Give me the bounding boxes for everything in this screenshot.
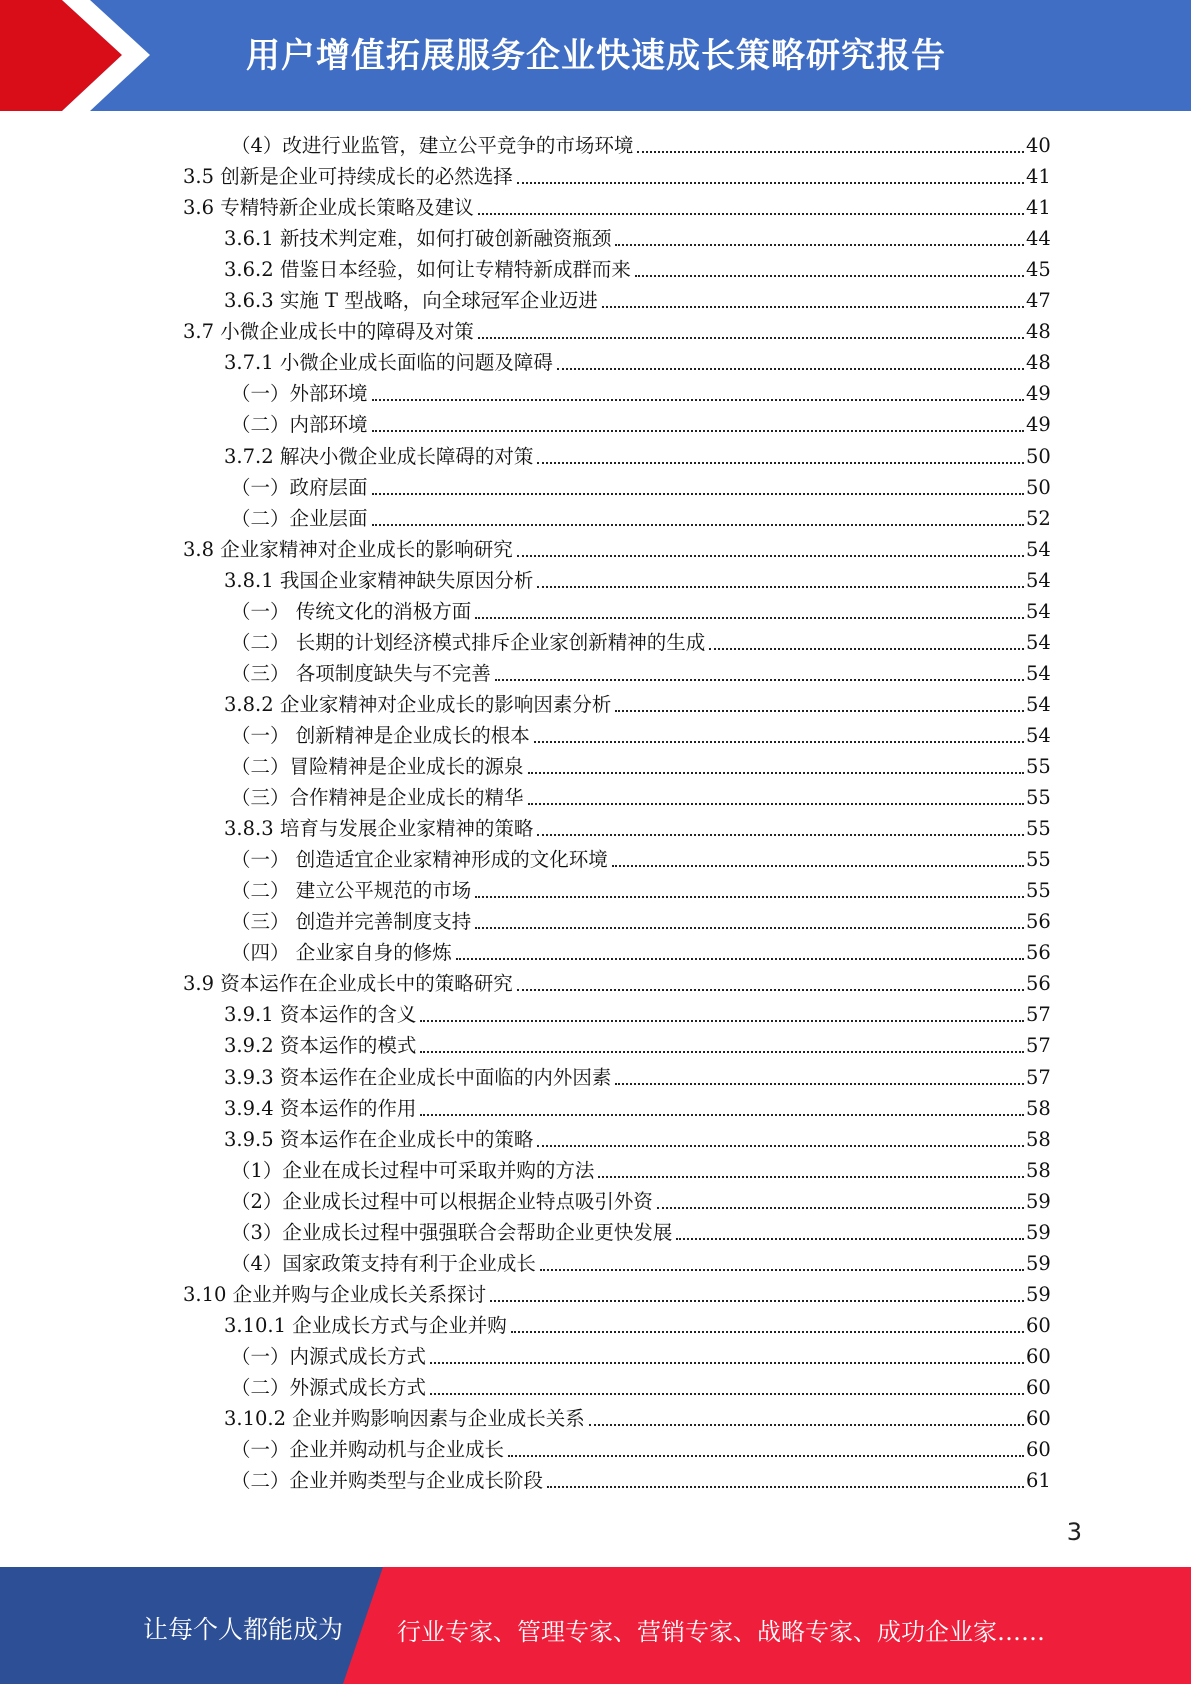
toc-entry[interactable]	[224, 439, 1051, 470]
toc-entry[interactable]	[231, 376, 1051, 407]
toc-entry-title: 3.6.2 借鉴日本经验，如何让专精特新成群而来	[224, 258, 631, 282]
toc-entry[interactable]	[183, 314, 1051, 345]
toc-entry[interactable]	[231, 1370, 1051, 1401]
toc-dot-leader	[517, 182, 1024, 184]
toc-dot-leader	[475, 896, 1024, 898]
toc-entry[interactable]	[231, 501, 1051, 532]
toc-entry[interactable]	[224, 345, 1051, 376]
toc-entry-page: 57	[1026, 1003, 1051, 1027]
toc-entry-title: （二）外源式成长方式	[231, 1376, 427, 1399]
toc-dot-leader	[490, 1300, 1024, 1302]
toc-entry[interactable]	[224, 252, 1051, 283]
toc-entry[interactable]	[231, 873, 1051, 904]
toc-entry[interactable]	[231, 780, 1051, 811]
toc-entry[interactable]	[231, 1215, 1051, 1246]
toc-entry-page: 54	[1026, 692, 1051, 716]
toc-entry[interactable]	[231, 407, 1051, 438]
toc-entry[interactable]	[231, 1153, 1051, 1184]
toc-entry-title: 3.5 创新是企业可持续成长的必然选择	[183, 165, 513, 189]
toc-dot-leader	[517, 555, 1024, 557]
toc-entry-page: 56	[1026, 941, 1051, 965]
toc-entry[interactable]	[231, 842, 1051, 873]
toc-entry-title: （2）企业成长过程中可以根据企业特点吸引外资	[231, 1189, 653, 1213]
footer-roles: 行业专家、管理专家、营销专家、战略专家、成功企业家……	[397, 1618, 1045, 1646]
page-header-bar	[0, 0, 1191, 111]
toc-entry-page: 55	[1026, 879, 1051, 903]
toc-dot-leader	[475, 927, 1024, 929]
toc-entry-page: 55	[1026, 755, 1051, 778]
toc-entry-title: 3.9 资本运作在企业成长中的策略研究	[183, 972, 513, 996]
toc-entry-page: 54	[1026, 568, 1051, 592]
toc-entry[interactable]	[231, 904, 1051, 935]
toc-entry-page: 58	[1026, 1127, 1051, 1151]
toc-entry[interactable]	[224, 997, 1051, 1028]
toc-entry-page: 54	[1026, 599, 1051, 623]
toc-entry-page: 60	[1026, 1376, 1051, 1399]
toc-entry-title: （三） 各项制度缺失与不完善	[231, 661, 491, 685]
toc-entry-page: 41	[1026, 165, 1051, 189]
toc-dot-leader	[372, 399, 1024, 401]
toc-entry-title: （四） 企业家自身的修炼	[231, 941, 452, 965]
toc-entry-page: 54	[1026, 723, 1051, 747]
toc-dot-leader	[372, 430, 1024, 432]
toc-entry-title: 3.6.3 实施 T 型战略，向全球冠军企业迈进	[224, 289, 598, 313]
toc-entry-title: （二）冒险精神是企业成长的源泉	[231, 755, 524, 778]
page-footer-bar	[0, 1567, 1191, 1684]
toc-entry-title: （一）企业并购动机与企业成长	[231, 1438, 505, 1462]
toc-entry-title: 3.9.2 资本运作的模式	[224, 1034, 417, 1058]
toc-entry[interactable]	[224, 1060, 1051, 1091]
toc-entry-page: 57	[1026, 1034, 1051, 1058]
toc-entry-title: 3.7 小微企业成长中的障碍及对策	[183, 320, 474, 344]
toc-entry-title: 3.10 企业并购与企业成长关系探讨	[183, 1282, 487, 1306]
toc-entry-title: 3.7.1 小微企业成长面临的问题及障碍	[224, 351, 553, 375]
toc-entry-page: 48	[1026, 320, 1051, 344]
toc-entry[interactable]	[231, 718, 1051, 749]
toc-entry-title: 3.6.1 新技术判定难，如何打破创新融资瓶颈	[224, 227, 612, 251]
toc-entry[interactable]	[224, 811, 1051, 842]
toc-entry[interactable]	[231, 128, 1051, 159]
toc-entry-page: 59	[1026, 1220, 1051, 1244]
page-number: 3	[1066, 1518, 1082, 1546]
toc-entry-title: 3.9.3 资本运作在企业成长中面临的内外因素	[224, 1065, 612, 1089]
toc-entry-title: 3.8.1 我国企业家精神缺失原因分析	[224, 568, 534, 592]
toc-entry-title: （一）外部环境	[231, 382, 368, 406]
toc-entry-page: 44	[1026, 227, 1051, 251]
toc-entry-page: 54	[1026, 630, 1051, 654]
toc-dot-leader	[537, 1145, 1024, 1147]
toc-entry-page: 49	[1026, 382, 1051, 406]
toc-dot-leader	[475, 617, 1024, 619]
toc-entry[interactable]	[231, 1432, 1051, 1463]
toc-entry-page: 50	[1026, 475, 1051, 499]
toc-entry-title: 3.9.4 资本运作的作用	[224, 1096, 417, 1120]
toc-entry[interactable]	[224, 221, 1051, 252]
toc-entry-title: （二）企业并购类型与企业成长阶段	[231, 1469, 544, 1493]
toc-entry-title: 3.8 企业家精神对企业成长的影响研究	[183, 537, 513, 561]
toc-entry-page: 47	[1026, 289, 1051, 313]
toc-entry[interactable]	[231, 594, 1051, 625]
toc-entry-title: 3.10.1 企业成长方式与企业并购	[224, 1313, 507, 1337]
toc-entry[interactable]	[183, 532, 1051, 563]
toc-entry-page: 60	[1026, 1313, 1051, 1337]
toc-dot-leader	[589, 1424, 1024, 1426]
toc-dot-leader	[372, 524, 1024, 526]
toc-entry[interactable]	[231, 1184, 1051, 1215]
toc-entry-page: 60	[1026, 1438, 1051, 1462]
toc-dot-leader	[676, 1238, 1024, 1240]
toc-entry-page: 58	[1026, 1158, 1051, 1182]
toc-dot-leader	[495, 679, 1024, 681]
toc-entry-page: 60	[1026, 1344, 1051, 1368]
toc-entry-title: （3）企业成长过程中强强联合会帮助企业更快发展	[231, 1220, 673, 1244]
toc-entry-page: 58	[1026, 1096, 1051, 1120]
toc-entry-title: （一） 创新精神是企业成长的根本	[231, 723, 530, 747]
toc-entry[interactable]	[183, 966, 1051, 997]
toc-dot-leader	[528, 772, 1024, 774]
toc-dot-leader	[430, 1362, 1024, 1364]
toc-entry-page: 60	[1026, 1407, 1051, 1431]
toc-entry-page: 59	[1026, 1189, 1051, 1213]
toc-dot-leader	[615, 1083, 1024, 1085]
toc-entry-page: 56	[1026, 910, 1051, 934]
toc-entry-title: 3.6 专精特新企业成长策略及建议	[183, 196, 474, 220]
toc-dot-leader	[547, 1486, 1024, 1488]
toc-entry-title: 3.8.3 培育与发展企业家精神的策略	[224, 817, 534, 841]
toc-dot-leader	[420, 1114, 1024, 1116]
toc-entry-title: 3.9.1 资本运作的含义	[224, 1003, 417, 1027]
toc-dot-leader	[540, 1269, 1024, 1271]
toc-entry[interactable]	[224, 1028, 1051, 1059]
toc-entry[interactable]	[224, 283, 1051, 314]
toc-dot-leader	[602, 306, 1024, 308]
toc-entry-page: 55	[1026, 786, 1051, 810]
header-arrow-decoration	[0, 0, 180, 111]
toc-entry[interactable]	[231, 625, 1051, 656]
toc-dot-leader	[537, 462, 1024, 464]
toc-entry-page: 50	[1026, 444, 1051, 468]
toc-entry[interactable]	[231, 1463, 1051, 1494]
toc-dot-leader	[612, 865, 1024, 867]
toc-dot-leader	[420, 1020, 1024, 1022]
toc-entry[interactable]	[224, 563, 1051, 594]
toc-entry[interactable]	[231, 656, 1051, 687]
toc-entry[interactable]	[224, 1308, 1051, 1339]
footer-slogan: 让每个人都能成为	[143, 1615, 344, 1644]
toc-dot-leader	[657, 1207, 1024, 1209]
toc-entry-title: （一）政府层面	[231, 475, 368, 499]
toc-entry-title: （4）改进行业监管，建立公平竞争的市场环境	[231, 134, 634, 157]
toc-dot-leader	[598, 1176, 1024, 1178]
toc-entry[interactable]	[231, 1339, 1051, 1370]
toc-dot-leader	[537, 586, 1024, 588]
toc-dot-leader	[511, 1331, 1024, 1333]
toc-dot-leader	[456, 958, 1024, 960]
toc-entry[interactable]	[231, 1246, 1051, 1277]
toc-entry-title: 3.7.2 解决小微企业成长障碍的对策	[224, 444, 534, 468]
toc-dot-leader	[430, 1393, 1024, 1395]
toc-entry-title: （三）合作精神是企业成长的精华	[231, 786, 524, 810]
toc-entry[interactable]	[183, 190, 1051, 221]
toc-entry[interactable]	[231, 749, 1051, 780]
toc-entry-page: 48	[1026, 351, 1051, 375]
toc-dot-leader	[615, 244, 1024, 246]
toc-entry-title: 3.8.2 企业家精神对企业成长的影响因素分析	[224, 692, 612, 716]
toc-dot-leader	[557, 368, 1024, 370]
toc-entry-page: 61	[1026, 1469, 1051, 1493]
toc-dot-leader	[517, 989, 1024, 991]
toc-entry-page: 40	[1026, 134, 1051, 157]
toc-entry[interactable]	[231, 935, 1051, 966]
toc-entry-page: 57	[1026, 1065, 1051, 1089]
toc-entry[interactable]	[183, 1277, 1051, 1308]
toc-dot-leader	[420, 1051, 1024, 1053]
toc-entry-title: 3.10.2 企业并购影响因素与企业成长关系	[224, 1407, 585, 1431]
toc-entry-title: （二） 长期的计划经济模式排斥企业家创新精神的生成	[231, 630, 706, 654]
toc-entry-title: 3.9.5 资本运作在企业成长中的策略	[224, 1127, 534, 1151]
toc-entry-title: （三） 创造并完善制度支持	[231, 910, 472, 934]
toc-dot-leader	[372, 493, 1024, 495]
toc-entry-title: （二） 建立公平规范的市场	[231, 879, 472, 903]
toc-entry-page: 56	[1026, 972, 1051, 996]
toc-dot-leader	[478, 337, 1024, 339]
toc-entry[interactable]	[231, 470, 1051, 501]
toc-entry-page: 59	[1026, 1251, 1051, 1275]
toc-dot-leader	[615, 710, 1024, 712]
toc-entry-title: （二）内部环境	[231, 413, 368, 437]
toc-entry-title: （一） 传统文化的消极方面	[231, 599, 472, 623]
toc-entry-page: 54	[1026, 537, 1051, 561]
toc-entry[interactable]	[224, 1401, 1051, 1432]
toc-dot-leader	[528, 803, 1024, 805]
toc-entry-title: （4）国家政策支持有利于企业成长	[231, 1251, 536, 1275]
toc-dot-leader	[478, 213, 1024, 215]
toc-entry-title: （一） 创造适宜企业家精神形成的文化环境	[231, 848, 608, 872]
document-title: 用户增值拓展服务企业快速成长策略研究报告	[246, 36, 946, 76]
toc-entry-page: 49	[1026, 413, 1051, 437]
toc-dot-leader	[637, 151, 1024, 153]
toc-entry-page: 54	[1026, 661, 1051, 685]
toc-entry-page: 45	[1026, 258, 1051, 282]
toc-dot-leader	[508, 1455, 1024, 1457]
toc-dot-leader	[537, 834, 1024, 836]
toc-entry-page: 55	[1026, 817, 1051, 841]
toc-entry[interactable]	[224, 1122, 1051, 1153]
toc-dot-leader	[635, 275, 1024, 277]
toc-entry-page: 52	[1026, 506, 1051, 530]
toc-entry-page: 41	[1026, 196, 1051, 220]
toc-entry-page: 59	[1026, 1282, 1051, 1306]
toc-entry[interactable]	[183, 159, 1051, 190]
toc-dot-leader	[534, 741, 1024, 743]
toc-entry-page: 55	[1026, 848, 1051, 872]
toc-entry[interactable]	[224, 1091, 1051, 1122]
toc-entry-title: （一）内源式成长方式	[231, 1344, 427, 1368]
toc-dot-leader	[709, 648, 1024, 650]
toc-entry[interactable]	[224, 687, 1051, 718]
toc-entry-title: （1）企业在成长过程中可采取并购的方法	[231, 1158, 595, 1182]
toc-entry-title: （二）企业层面	[231, 506, 368, 530]
